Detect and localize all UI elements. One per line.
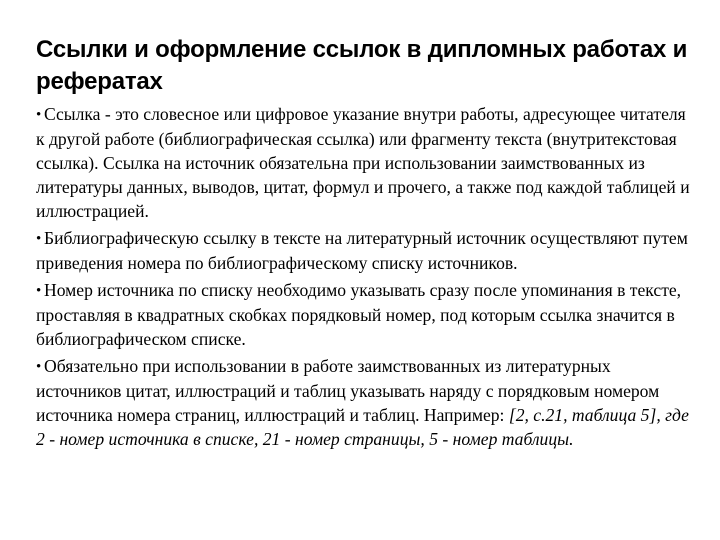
slide-content bbox=[36, 34, 696, 454]
bullet-example-italic: [2, с.21, таблица 5], где 2 - номер источника в списке, 21 - номер страницы, 5 - номер таблицы. bbox=[36, 405, 689, 449]
bullet-item-4 bbox=[36, 354, 696, 451]
bullet-text-4: Обязательно при использовании в работе заимствованных из литературных источников цитат, иллюстраций и таблиц указывать наряду с порядковым номером источника номера страниц, иллюстраций и таблиц. Например: bbox=[36, 356, 660, 425]
bullet-icon: • bbox=[36, 283, 42, 299]
bullet-list bbox=[36, 102, 696, 451]
bullet-icon: • bbox=[36, 359, 42, 375]
bullet-item-1 bbox=[36, 102, 696, 223]
bullet-item-2 bbox=[36, 226, 696, 275]
bullet-item-3 bbox=[36, 278, 696, 351]
slide-title: Ссылки и оформление ссылок в дипломных работах и рефератах bbox=[36, 36, 688, 95]
bullet-text-3: Номер источника по списку необходимо указывать сразу после упоминания в тексте, проставляя в квадратных скобках порядковый номер, под которым ссылка значится в библиографическом списке. bbox=[36, 280, 682, 349]
bullet-icon: • bbox=[36, 231, 42, 247]
bullet-icon: • bbox=[36, 107, 42, 123]
bullet-text-1: Ссылка - это словесное или цифровое указание внутри работы, адресующее читателя к другой работе (библиографическая ссылка) или фрагменту текста (внутритекстовая ссылка). Ссылка на источник обязательна при использовании заимствованных из литературы данных, выводов, цитат, формул и прочего, а также под каждой таблицей и иллюстрацией. bbox=[36, 104, 690, 221]
bullet-text-2: Библиографическую ссылку в тексте на литературный источник осуществляют путем приведения номера по библиографическому списку источников. bbox=[36, 228, 688, 273]
